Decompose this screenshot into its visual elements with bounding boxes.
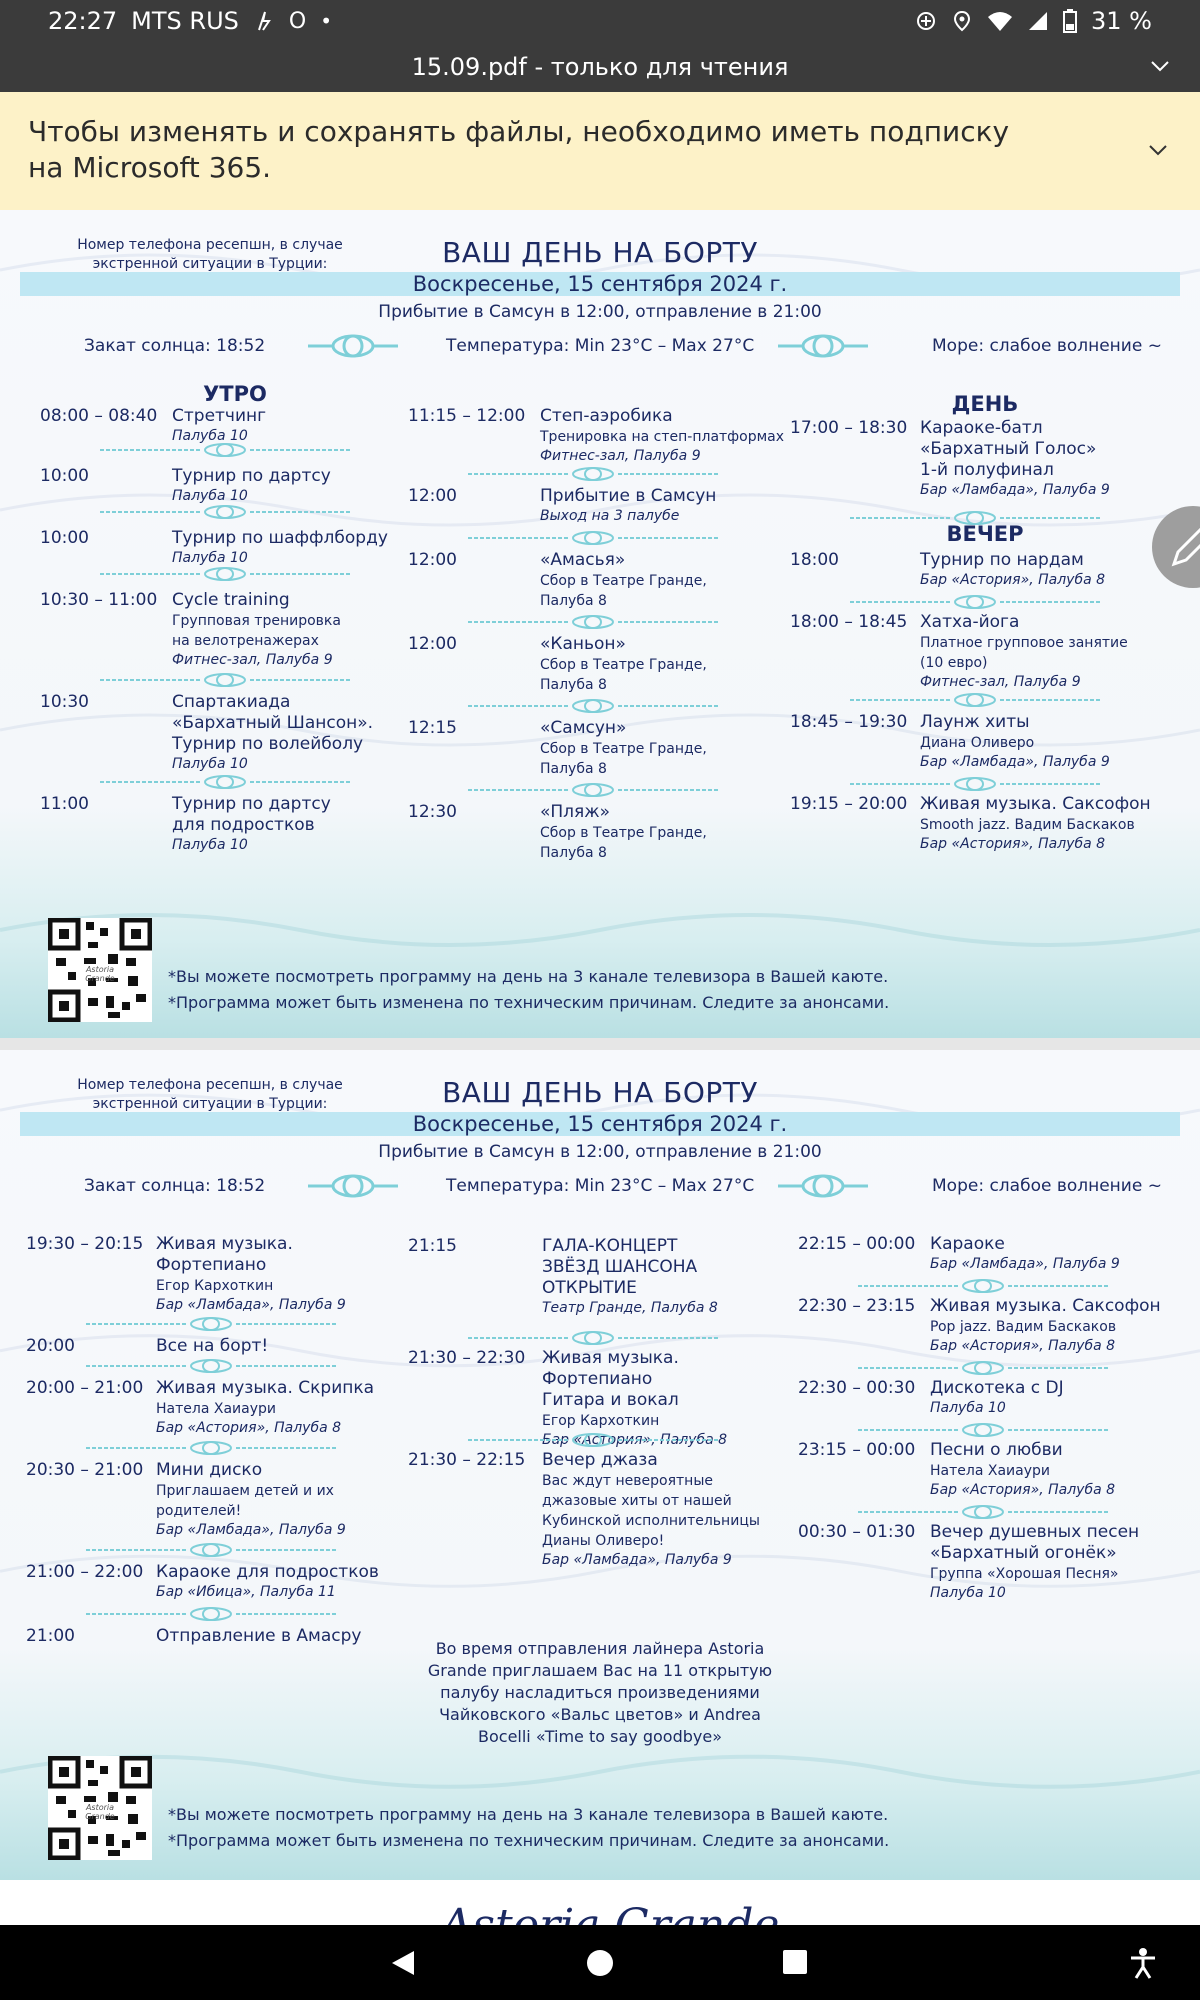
sea-info: Море: слабое волнение ~: [932, 1176, 1162, 1196]
event-name: Отправление в Амасру: [156, 1626, 362, 1646]
rope-separator: [86, 1316, 336, 1326]
event-name: Cycle training: [172, 590, 290, 610]
rope-separator: [100, 672, 350, 682]
event-name: Турнир по дартсу: [172, 466, 331, 486]
document-title: 15.09.pdf - только для чтения: [411, 53, 789, 81]
qr-logo-text: Astoria Grande: [85, 965, 115, 983]
event-name: Живая музыка. Саксофон: [920, 794, 1151, 814]
event-location: Фитнес-зал, Палуба 9: [540, 448, 701, 464]
event-time: 12:30: [408, 802, 457, 822]
signal-fast-icon: [253, 10, 275, 32]
event-time: 19:30 – 20:15: [26, 1234, 144, 1254]
event-name: Караоке-батл «Бархатный Голос» 1-й полуфинал: [920, 418, 1097, 480]
section-morning: УТРО: [203, 382, 267, 406]
footnote-tv: *Вы можете посмотреть программу на день на 3 канале телевизора в Вашей каюте.: [168, 967, 889, 986]
home-icon[interactable]: [586, 1949, 614, 1977]
page-gap: [0, 1038, 1200, 1050]
rope-separator: [850, 692, 1100, 702]
event-description: Платное групповое занятие (10 евро): [920, 635, 1128, 671]
event-location: Палуба 10: [172, 550, 248, 566]
rope-separator: [86, 1440, 336, 1450]
event-location: Фитнес-зал, Палуба 9: [920, 674, 1081, 690]
event-name: Вечер душевных песен «Бархатный огонёк»: [930, 1522, 1140, 1563]
event-time: 21:30 – 22:15: [408, 1450, 526, 1470]
departure-music-note: Во время отправления лайнера Astoria Grande приглашаем Вас на 11 открытую палубу насладиться произведениями Чайковского «Вальс цветов» и Andrea Bocelli «Time to say goodbye»: [427, 1639, 773, 1746]
event-time: 12:00: [408, 486, 457, 506]
event-time: 18:45 – 19:30: [790, 712, 908, 732]
event-name: «Каньон»: [540, 634, 626, 654]
rope-separator: [100, 566, 350, 576]
event-name: Живая музыка. Скрипка: [156, 1378, 375, 1398]
qr-code[interactable]: [48, 1756, 152, 1860]
event-name: Хатха-йога: [920, 612, 1020, 632]
rope-separator: [850, 776, 1100, 786]
event-name: Прибытие в Самсун: [540, 486, 717, 506]
event-description: Smooth jazz. Вадим Баскаков: [920, 817, 1135, 833]
event-time: 10:00: [40, 466, 89, 486]
event-time: 21:30 – 22:30: [408, 1348, 526, 1368]
recents-icon[interactable]: [782, 1949, 808, 1975]
event-time: 17:00 – 18:30: [790, 418, 908, 438]
page-title: ВАШ ДЕНЬ НА БОРТУ: [442, 1076, 758, 1109]
footnote-changes: *Программа может быть изменена по техническим причинам. Следите за анонсами.: [168, 993, 890, 1012]
date-line: Воскресенье, 15 сентября 2024 г.: [412, 272, 788, 296]
event-name: Караоке для подростков: [156, 1562, 379, 1582]
temperature-info: Температура: Min 23°C – Max 27°C: [446, 1176, 755, 1196]
event-location: Бар «Ламбада», Палуба 9: [920, 754, 1110, 770]
rope-separator: [86, 1542, 336, 1552]
event-description: Диана Оливеро: [920, 735, 1035, 751]
rope-separator: [468, 614, 718, 624]
event-location: Палуба 10: [172, 428, 248, 444]
sunset-info: Закат солнца: 18:52: [84, 336, 266, 356]
event-time: 08:00 – 08:40: [40, 406, 158, 426]
battery-level: 31 %: [1091, 7, 1152, 35]
event-time: 11:15 – 12:00: [408, 406, 526, 426]
event-name: Мини диско: [156, 1460, 263, 1480]
event-name: «Самсун»: [540, 718, 627, 738]
sea-info: Море: слабое волнение ~: [932, 336, 1162, 356]
event-location: Палуба 10: [930, 1400, 1006, 1416]
event-description: Егор Кархоткин: [156, 1278, 274, 1294]
qr-logo-text: Astoria Grande: [85, 1803, 115, 1821]
event-description: Нателa Хаиаури: [156, 1401, 276, 1417]
banner-text: Чтобы изменять и сохранять файлы, необходимо иметь подписку на Microsoft 365.: [28, 115, 1010, 184]
event-description: Группа «Хорошая Песня»: [930, 1566, 1119, 1582]
section-evening: ВЕЧЕР: [946, 522, 1024, 546]
rope-knot-icon: [778, 332, 868, 360]
event-name: Турнир по нардам: [920, 550, 1084, 570]
rope-separator: [100, 504, 350, 514]
event-location: Выход на 3 палубе: [540, 508, 680, 524]
pencil-icon: [1152, 506, 1200, 588]
event-time: 12:15: [408, 718, 457, 738]
rope-separator: [858, 1504, 1108, 1514]
rope-separator: [468, 1432, 718, 1442]
event-time: 18:00 – 18:45: [790, 612, 908, 632]
event-time: 10:30 – 11:00: [40, 590, 158, 610]
event-name: Караоке: [930, 1234, 1005, 1254]
event-name: Живая музыка. Фортепиано Гитара и вокал: [542, 1348, 679, 1410]
event-name: Дискотека с DJ: [930, 1378, 1064, 1398]
carrier: MTS RUS: [131, 7, 239, 35]
event-description: Вас ждут невероятные джазовые хиты от нашей Кубинской исполнительницы Дианы Оливеро!: [542, 1473, 760, 1549]
sunset-info: Закат солнца: 18:52: [84, 1176, 266, 1196]
event-location: Бар «Ламбада», Палуба 9: [156, 1522, 346, 1538]
rope-separator: [468, 530, 718, 540]
event-location: Бар «Астория», Палуба 8: [920, 572, 1106, 588]
rope-separator: [858, 1278, 1108, 1288]
footnotes: [168, 964, 889, 1016]
event-time: 00:30 – 01:30: [798, 1522, 916, 1542]
event-name: Песни о любви: [930, 1440, 1063, 1460]
event-location: Бар «Ламбада», Палуба 9: [542, 1552, 732, 1568]
pdf-page-2: [0, 1050, 1200, 1880]
event-name: Лаунж хиты: [920, 712, 1030, 732]
event-time: 22:30 – 00:30: [798, 1378, 916, 1398]
rope-knot-icon: [308, 332, 398, 360]
event-name: Степ-аэробика: [540, 406, 673, 426]
event-description: Натела Хаиаури: [930, 1463, 1050, 1479]
event-location: Палуба 10: [930, 1585, 1006, 1601]
event-name: ГАЛА-КОНЦЕРТ ЗВЁЗД ШАНСОНА ОТКРЫТИЕ: [542, 1236, 698, 1298]
event-description: Групповая тренировка на велотренажерах: [172, 613, 341, 649]
document-title-bar[interactable]: [0, 42, 1200, 92]
event-description: Тренировка на степ-платформах: [540, 429, 785, 445]
back-icon[interactable]: [390, 1949, 416, 1977]
event-time: 12:00: [408, 550, 457, 570]
wifi-icon: [987, 10, 1013, 32]
event-location: Палуба 10: [172, 756, 248, 772]
dot-icon: •: [320, 9, 333, 33]
event-description: Сбор в Театре Гранде, Палуба 8: [540, 657, 707, 693]
event-name: Спартакиада «Бархатный Шансон». Турнир по волейболу: [172, 692, 374, 754]
footnote-changes: *Программа может быть изменена по техническим причинам. Следите за анонсами.: [168, 1831, 890, 1850]
event-time: 20:30 – 21:00: [26, 1460, 144, 1480]
event-location: Бар «Ламбада», Палуба 9: [920, 482, 1110, 498]
event-name: Живая музыка. Фортепиано: [156, 1234, 293, 1275]
status-bar: [0, 0, 1200, 42]
rope-separator: [468, 698, 718, 708]
event-name: Живая музыка. Саксофон: [930, 1296, 1161, 1316]
qr-code[interactable]: [48, 918, 152, 1022]
event-time: 12:00: [408, 634, 457, 654]
event-time: 21:00 – 22:00: [26, 1562, 144, 1582]
event-name: Турнир по шаффлборду: [172, 528, 388, 548]
event-time: 21:00: [26, 1626, 75, 1646]
rope-separator: [850, 594, 1100, 604]
event-description: Pop jazz. Вадим Баскаков: [930, 1319, 1117, 1335]
data-saver-icon: [915, 10, 937, 32]
pdf-page-1: [0, 210, 1200, 1038]
event-location: Бар «Астория», Палуба 8: [930, 1482, 1116, 1498]
date-line: Воскресенье, 15 сентября 2024 г.: [412, 1112, 788, 1136]
event-time: 20:00: [26, 1336, 75, 1356]
opera-icon: O: [288, 8, 307, 34]
event-location: Бар «Ламбада», Палуба 9: [156, 1297, 346, 1313]
event-description: Приглашаем детей и их родителей!: [156, 1483, 334, 1519]
event-location: Палуба 10: [172, 837, 248, 853]
reception-phone-note: Номер телефона ресепшн, в случае экстренной ситуации в Турции:: [70, 236, 350, 293]
rope-separator: [100, 442, 350, 452]
clock: 22:27: [48, 7, 118, 35]
android-nav-bar: [0, 1925, 1200, 2000]
event-location: Бар «Астория», Палуба 8: [920, 836, 1106, 852]
arrival-line: Прибытие в Самсун в 12:00, отправление в 21:00: [378, 302, 822, 322]
event-name: «Пляж»: [540, 802, 610, 822]
edit-fab[interactable]: [1152, 506, 1200, 588]
page-title: ВАШ ДЕНЬ НА БОРТУ: [442, 236, 758, 269]
event-description: Сбор в Театре Гранде, Палуба 8: [540, 825, 707, 861]
rope-knot-icon: [778, 1172, 868, 1200]
location-icon: [951, 10, 973, 32]
rope-separator: [858, 1422, 1108, 1432]
event-time: 11:00: [40, 794, 89, 814]
event-time: 23:15 – 00:00: [798, 1440, 916, 1460]
rope-separator: [468, 782, 718, 792]
event-name: Стретчинг: [172, 406, 267, 426]
event-location: Бар «Астория», Палуба 8: [156, 1420, 342, 1436]
arrival-line: Прибытие в Самсун в 12:00, отправление в 21:00: [378, 1142, 822, 1162]
event-description: Егор Кархоткин: [542, 1413, 660, 1429]
rope-separator: [850, 510, 1100, 520]
event-time: 22:30 – 23:15: [798, 1296, 916, 1316]
event-location: Палуба 10: [172, 488, 248, 504]
event-time: 20:00 – 21:00: [26, 1378, 144, 1398]
event-name: Турнир по дартсу для подростков: [172, 794, 331, 835]
event-time: 18:00: [790, 550, 839, 570]
rope-separator: [86, 1606, 336, 1616]
event-location: Бар «Ламбада», Палуба 9: [930, 1256, 1120, 1272]
event-location: Бар «Ибица», Палуба 11: [156, 1584, 336, 1600]
event-location: Театр Гранде, Палуба 8: [542, 1300, 718, 1316]
event-description: Сбор в Театре Гранде, Палуба 8: [540, 573, 707, 609]
rope-separator: [100, 774, 350, 784]
event-location: Бар «Астория», Палуба 8: [542, 1432, 728, 1448]
event-time: 21:15: [408, 1236, 457, 1256]
event-location: Бар «Астория», Палуба 8: [930, 1338, 1116, 1354]
battery-icon: [1063, 9, 1077, 33]
event-name: «Амасья»: [540, 550, 626, 570]
event-time: 10:00: [40, 528, 89, 548]
footnotes: [168, 1802, 889, 1854]
event-time: 22:15 – 00:00: [798, 1234, 916, 1254]
event-name: Вечер джаза: [542, 1450, 658, 1470]
subscription-banner: [0, 92, 1200, 210]
section-day: ДЕНЬ: [951, 392, 1019, 416]
accessibility-icon[interactable]: [1128, 1947, 1158, 1979]
chevron-down-icon[interactable]: [1146, 138, 1170, 162]
rope-separator: [858, 1360, 1108, 1370]
rope-separator: [468, 1330, 718, 1340]
event-description: Сбор в Театре Гранде, Палуба 8: [540, 741, 707, 777]
rope-separator: [86, 1358, 336, 1368]
cell-signal-icon: [1027, 10, 1049, 32]
event-time: 10:30: [40, 692, 89, 712]
chevron-down-icon[interactable]: [1148, 54, 1172, 78]
reception-phone-note: Номер телефона ресепшн, в случае экстренной ситуации в Турции:: [70, 1076, 350, 1133]
event-location: Фитнес-зал, Палуба 9: [172, 652, 333, 668]
rope-separator: [468, 466, 718, 476]
event-time: 19:15 – 20:00: [790, 794, 908, 814]
footnote-tv: *Вы можете посмотреть программу на день на 3 канале телевизора в Вашей каюте.: [168, 1805, 889, 1824]
temperature-info: Температура: Min 23°C – Max 27°C: [446, 336, 755, 356]
event-name: Все на борт!: [156, 1336, 269, 1356]
rope-knot-icon: [308, 1172, 398, 1200]
